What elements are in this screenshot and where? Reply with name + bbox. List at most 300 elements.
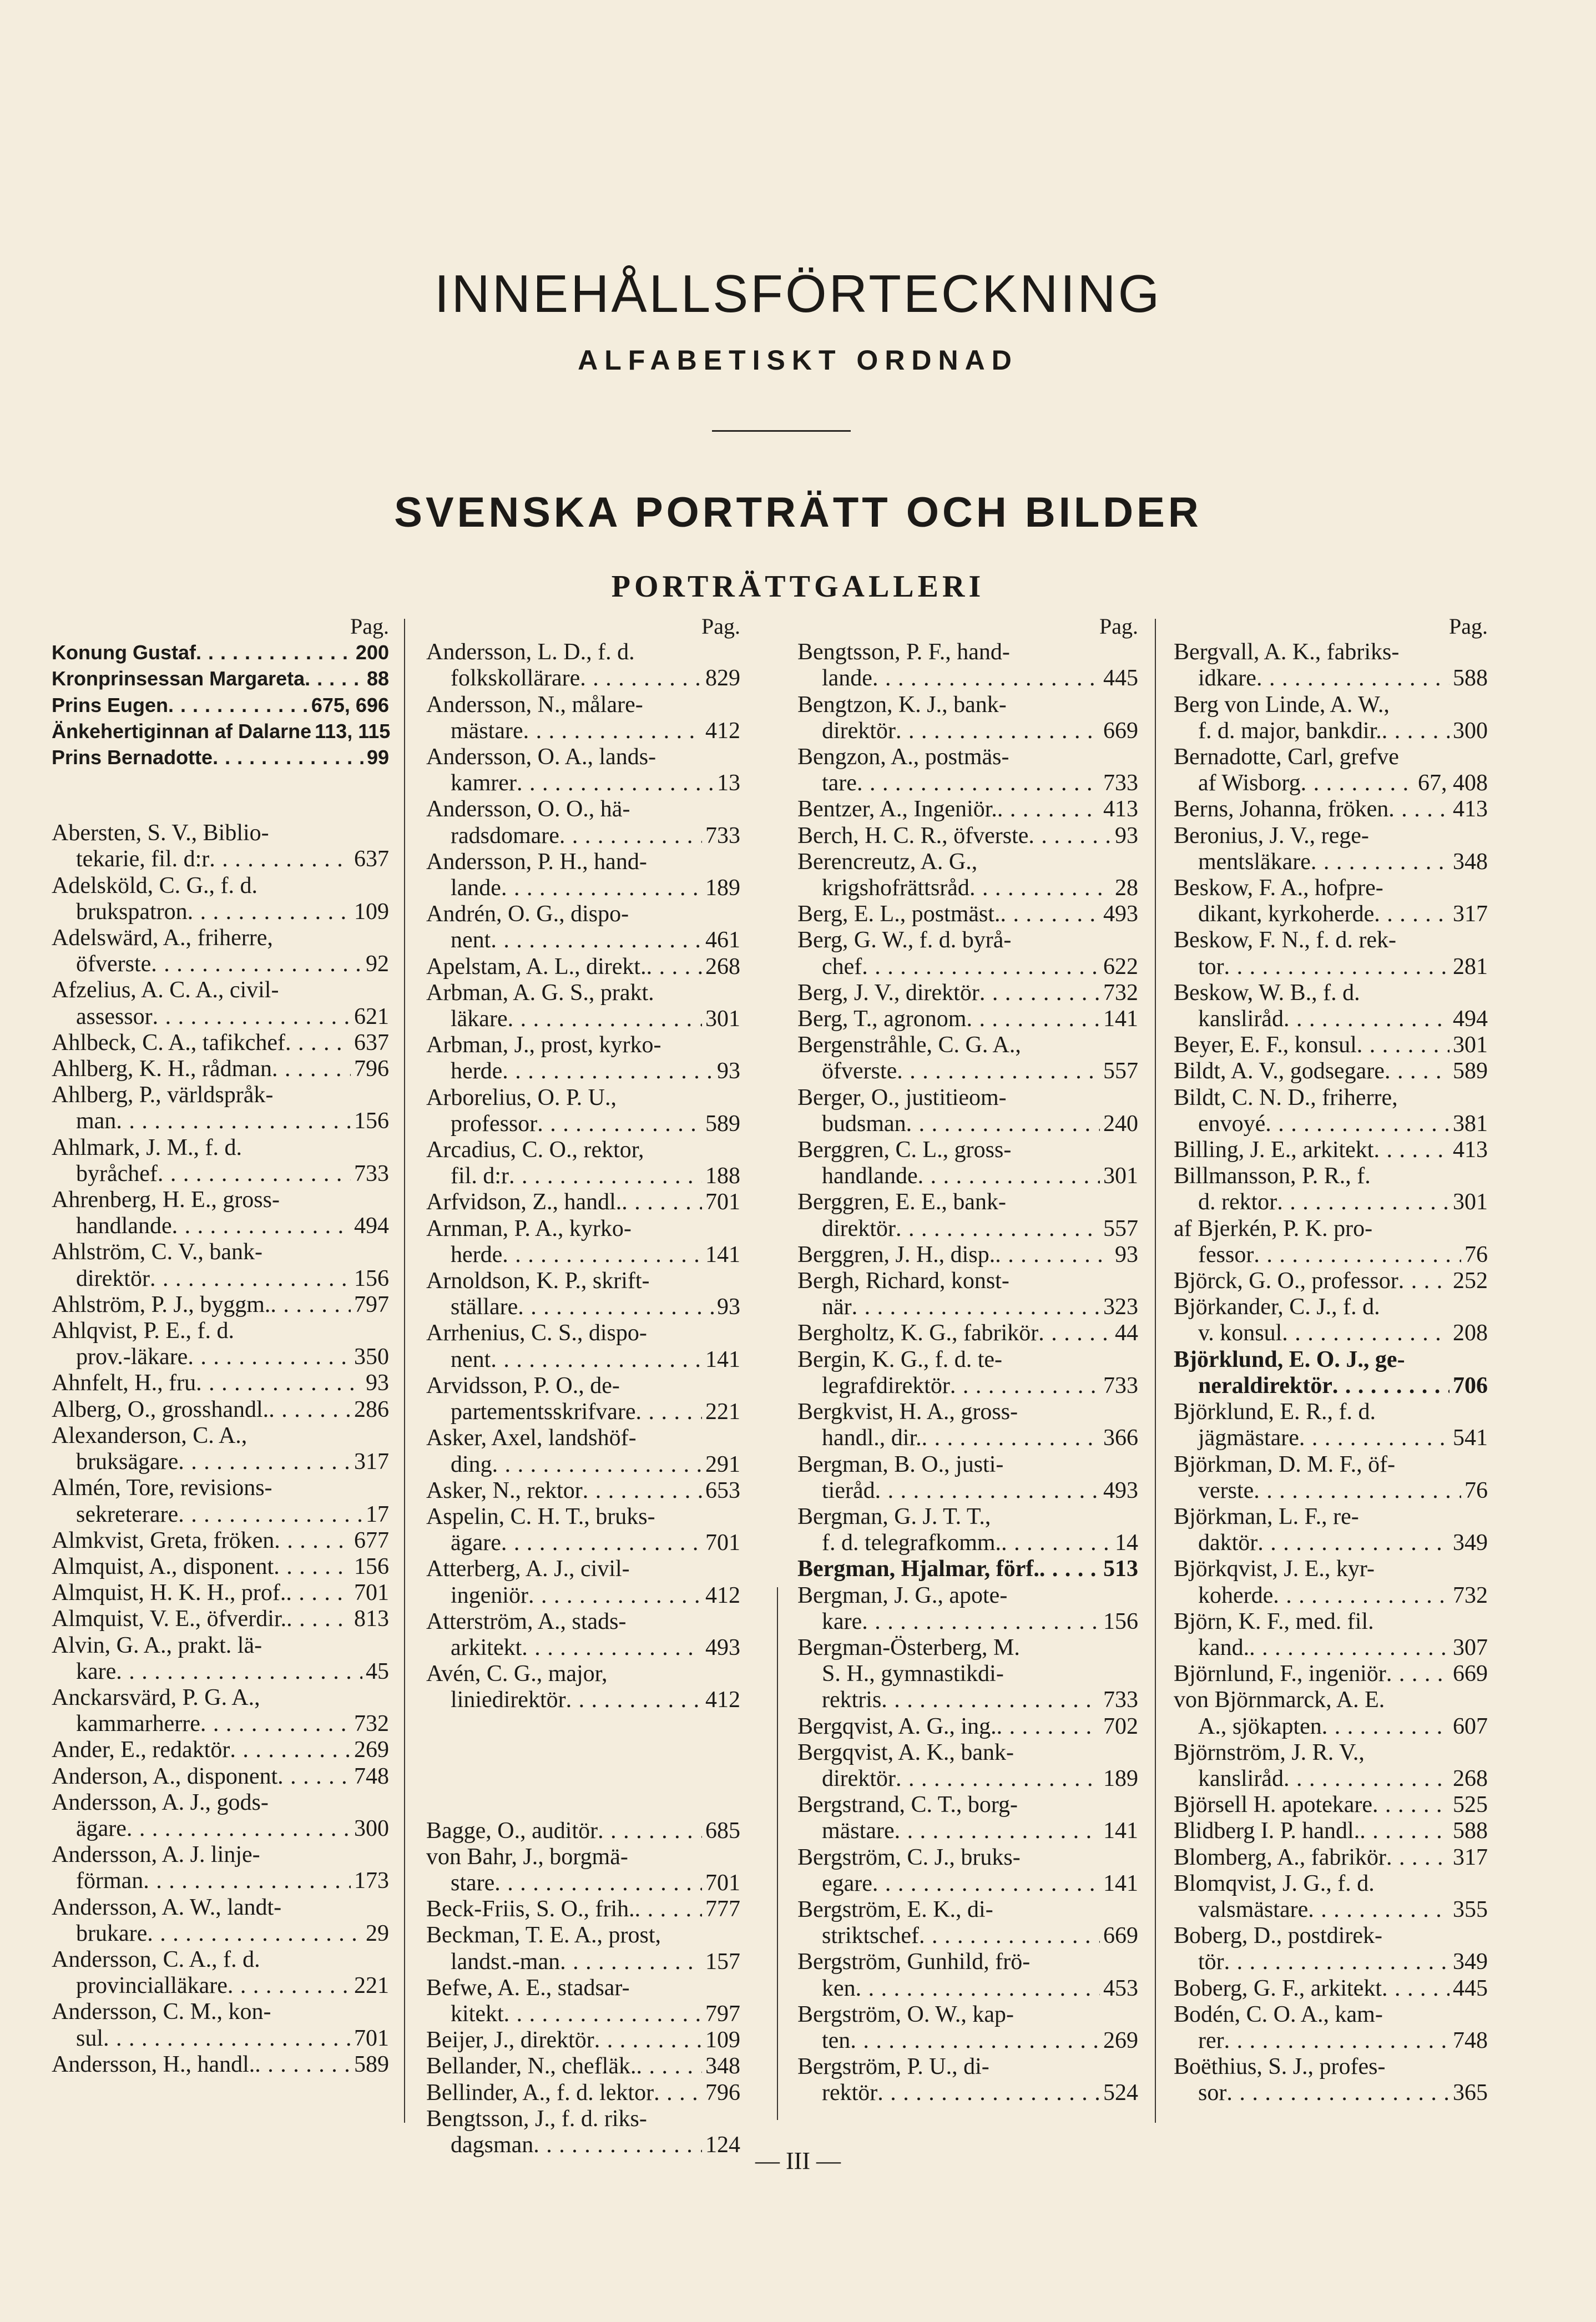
- leader-dots: [1038, 1320, 1112, 1346]
- entry-text: Bergman, J. G., apote-: [797, 1582, 1008, 1608]
- entry-text: assessor: [76, 1003, 153, 1029]
- index-entry: [797, 1320, 1138, 1346]
- index-entry: [1174, 1163, 1488, 1215]
- entry-text: Almquist, H. K. H., prof.: [52, 1580, 286, 1606]
- entry-text: Björkqvist, J. E., kyr-: [1174, 1556, 1375, 1582]
- entry-page: 350: [354, 1344, 389, 1370]
- entry-text: Adelswärd, A., friherre,: [52, 925, 273, 951]
- entry-text: Bergholtz, K. G., fabrikör: [797, 1320, 1039, 1346]
- entry-line: [52, 1475, 389, 1501]
- leader-dots: [270, 1292, 351, 1318]
- entry-text: idkare: [1198, 665, 1256, 691]
- entry-line: [426, 1268, 740, 1294]
- index-entry: [52, 873, 389, 925]
- entry-page: 349: [1453, 1530, 1488, 1556]
- entry-line: [797, 1871, 1138, 1897]
- entry-line: [426, 692, 740, 718]
- entry-line: [52, 1108, 389, 1134]
- entry-text: Andersson, P. H., hand-: [426, 849, 647, 875]
- entry-line: [52, 951, 389, 977]
- entry-text: Kronprinsessan Margareta: [52, 667, 305, 690]
- entry-page: 607: [1453, 1713, 1488, 1739]
- index-column-1: [52, 613, 389, 2078]
- entry-line: [426, 1818, 740, 1844]
- entry-line: [1174, 1556, 1488, 1582]
- entry-text: Arborelius, O. P. U.,: [426, 1084, 617, 1110]
- entry-page: 525: [1453, 1792, 1488, 1818]
- index-entry: [52, 1580, 389, 1606]
- entry-text: Bengzon, A., postmäs-: [797, 744, 1009, 770]
- entry-line: [797, 1583, 1138, 1609]
- leader-dots: [127, 1816, 351, 1842]
- page-label: Pag.: [1449, 614, 1488, 639]
- entry-text: rektör: [822, 2080, 878, 2106]
- index-column-4: [1174, 613, 1488, 2107]
- page-label: Pag.: [350, 614, 389, 639]
- entry-line: [52, 1004, 389, 1030]
- leader-dots: [168, 692, 308, 718]
- entry-line: [797, 1609, 1138, 1635]
- entry-text: Almén, Tore, revisions-: [52, 1475, 272, 1501]
- entry-text: lande: [451, 875, 501, 901]
- entry-line: [426, 1347, 740, 1373]
- entry-page: 669: [1103, 718, 1138, 744]
- index-entry: [426, 639, 740, 691]
- index-entry: [797, 639, 1138, 691]
- entry-line: [797, 1137, 1138, 1163]
- index-entry: [1174, 1216, 1488, 1268]
- entry-text: Arbman, J., prost, kyrko-: [426, 1032, 661, 1058]
- entry-text: bruksägare: [76, 1449, 179, 1475]
- entry-line: [1174, 1137, 1488, 1163]
- entry-text: Arcadius, C. O., rektor,: [426, 1137, 644, 1163]
- entry-text: landst.-man: [451, 1949, 560, 1975]
- leader-dots: [919, 1923, 1100, 1949]
- entry-line: [52, 1895, 389, 1921]
- index-entry: [52, 925, 389, 977]
- index-entry: [52, 1082, 389, 1134]
- entry-text: Andersson, N., målare-: [426, 691, 643, 718]
- entry-text: f. d. telegrafkomm.: [822, 1530, 1002, 1556]
- entry-text: Arvidsson, P. O., de-: [426, 1372, 620, 1399]
- index-entry: [1174, 1818, 1488, 1844]
- entry-text: kammarherre: [76, 1711, 200, 1737]
- leader-dots: [522, 1635, 702, 1661]
- index-entry: [52, 1056, 389, 1082]
- leader-dots: [654, 2080, 702, 2106]
- entry-page: 413: [1453, 1137, 1488, 1163]
- entry-page: 173: [354, 1868, 389, 1894]
- entry-page: 291: [705, 1451, 740, 1477]
- entry-text: Beijer, J., direktör: [426, 2027, 594, 2053]
- leader-dots: [1311, 849, 1449, 875]
- leader-dots: [1386, 1845, 1449, 1871]
- entry-line: [426, 639, 740, 665]
- index-entry: [426, 796, 740, 849]
- entry-text: Bergström, E. K., di-: [797, 1896, 993, 1922]
- entry-text: brukspatron: [76, 898, 188, 925]
- entry-line: [52, 1973, 389, 1999]
- entry-text: tare: [822, 770, 857, 796]
- index-entry: [52, 1528, 389, 1554]
- entry-page: 493: [1103, 901, 1138, 927]
- index-entry: [426, 1478, 740, 1504]
- entry-page: 124: [705, 2132, 740, 2158]
- leader-dots: [1273, 1583, 1449, 1609]
- index-entry: [52, 1685, 389, 1737]
- index-entry: [426, 692, 740, 744]
- entry-page: 93: [366, 1370, 389, 1396]
- entry-text: ägare: [451, 1530, 501, 1556]
- entry-line: [1174, 1058, 1488, 1084]
- entry-text: herde: [451, 1058, 503, 1084]
- index-entry: [52, 1999, 389, 2051]
- entry-line: [52, 1554, 389, 1580]
- entry-page: 348: [1453, 849, 1488, 875]
- entry-text: Arfvidson, Z., handl.: [426, 1189, 622, 1215]
- index-entry: [426, 744, 740, 796]
- entry-text: Aspelin, C. H. T., bruks-: [426, 1503, 655, 1530]
- leader-dots: [517, 770, 714, 796]
- entry-page: 269: [1103, 2027, 1138, 2053]
- leader-dots: [228, 1973, 351, 1999]
- entry-page: 701: [354, 1580, 389, 1606]
- entry-text: Andersson, C. M., kon-: [52, 1999, 271, 2025]
- entry-line: [1174, 639, 1488, 665]
- entry-line: [426, 1294, 740, 1320]
- leader-dots: [528, 1583, 702, 1609]
- entry-page: 45: [366, 1658, 389, 1684]
- entry-page: 99: [366, 746, 389, 769]
- entry-line: [1174, 1163, 1488, 1189]
- entry-page: 301: [705, 1006, 740, 1032]
- entry-text: Björsell H. apotekare: [1174, 1792, 1373, 1818]
- entry-text: när: [822, 1294, 852, 1320]
- entry-page: 589: [1453, 1058, 1488, 1084]
- leader-dots: [501, 875, 702, 901]
- entry-page: 44: [1115, 1320, 1138, 1346]
- entry-page: 365: [1453, 2080, 1488, 2106]
- entry-page: 701: [705, 1189, 740, 1215]
- index-entry: [426, 901, 740, 953]
- entry-line: [426, 1870, 740, 1896]
- entry-text: Berencreutz, A. G.,: [797, 849, 978, 875]
- index-entry: [52, 977, 389, 1029]
- entry-line: [426, 1949, 740, 1975]
- entry-text: tor: [1198, 953, 1224, 980]
- index-entry: [797, 1347, 1138, 1399]
- leader-dots: [523, 718, 702, 744]
- index-entry: [52, 1475, 389, 1527]
- leader-dots: [143, 1868, 351, 1894]
- entry-line: [426, 1373, 740, 1399]
- entry-text: chef: [822, 953, 862, 980]
- leader-dots: [178, 1502, 362, 1528]
- entry-line: [1174, 875, 1488, 901]
- entry-text: Blomberg, A., fabrikör: [1174, 1844, 1387, 1870]
- index-entry: [1174, 823, 1488, 875]
- entry-page: 355: [1453, 1896, 1488, 1922]
- entry-line: [797, 1373, 1138, 1399]
- entry-page: 733: [1103, 1372, 1138, 1399]
- leader-dots: [637, 2053, 703, 2079]
- index-entry: [1174, 980, 1488, 1032]
- entry-page: 141: [705, 1241, 740, 1268]
- entry-text: Bergstrand, C. T., borg-: [797, 1792, 1018, 1818]
- entry-page: 156: [1103, 1608, 1138, 1634]
- entry-text: kansliråd: [1198, 1765, 1284, 1791]
- entry-line: [426, 1635, 740, 1661]
- leader-dots: [209, 846, 351, 872]
- entry-text: Ahlqvist, P. E., f. d.: [52, 1318, 235, 1344]
- entry-text: Konung Gustaf: [52, 641, 196, 664]
- entry-line: [797, 1792, 1138, 1818]
- entry-page: 141: [1103, 1818, 1138, 1844]
- index-entry: [426, 1137, 740, 1189]
- index-entry: [1174, 639, 1488, 691]
- entry-text: Bergström, O. W., kap-: [797, 2001, 1014, 2027]
- index-entry: [52, 1737, 389, 1763]
- index-entry: [52, 1423, 389, 1475]
- index-entry: [1174, 1058, 1488, 1084]
- entry-page: 92: [366, 951, 389, 977]
- index-entry: [1174, 1085, 1488, 1137]
- entry-page: 412: [705, 718, 740, 744]
- index-entry: [52, 1030, 389, 1056]
- entry-text: Bengtsson, J., f. d. riks-: [426, 2106, 647, 2132]
- entry-line: [52, 1868, 389, 1894]
- entry-line: [1174, 796, 1488, 822]
- leader-dots: [494, 1870, 702, 1896]
- leader-dots: [877, 2080, 1100, 2106]
- entry-page: 323: [1103, 1294, 1138, 1320]
- index-entry: [426, 954, 740, 980]
- entry-text: direktör: [822, 718, 896, 744]
- royal-entries: [52, 639, 389, 770]
- entry-text: legrafdirektör: [822, 1372, 950, 1399]
- entry-text: v. konsul: [1198, 1320, 1282, 1346]
- entry-page: 349: [1453, 1949, 1488, 1975]
- entry-line: [797, 1189, 1138, 1215]
- entry-line: [52, 1737, 389, 1763]
- index-entry: [797, 1452, 1138, 1504]
- entry-line: [52, 1606, 389, 1632]
- entry-text: Billmansson, P. R., f.: [1174, 1163, 1371, 1189]
- column-divider: [1155, 619, 1156, 2123]
- entry-text: Beskow, F. N., f. d. rek-: [1174, 927, 1397, 953]
- entry-text: ding: [451, 1451, 492, 1477]
- leader-dots: [274, 1528, 351, 1554]
- entry-text: sor: [1198, 2080, 1227, 2106]
- entry-line: [1174, 1740, 1488, 1766]
- leader-dots: [635, 1896, 702, 1922]
- leader-dots: [509, 1163, 702, 1189]
- entry-text: liniedirektör: [451, 1687, 566, 1713]
- entry-page: 93: [1115, 822, 1138, 849]
- entry-line: [797, 954, 1138, 980]
- entry-line: [797, 1058, 1138, 1084]
- leader-dots: [116, 1108, 351, 1134]
- entry-line: [426, 2106, 740, 2132]
- entry-line: [1174, 1268, 1488, 1294]
- entry-text: Berg, J. V., direktör: [797, 980, 979, 1006]
- entry-line: [426, 718, 740, 744]
- entry-line: [797, 639, 1138, 665]
- entry-line: [1174, 901, 1488, 927]
- entry-line: [1174, 1294, 1488, 1320]
- entry-text: rektris: [822, 1687, 882, 1713]
- leader-dots: [255, 2052, 351, 2078]
- index-entry: [797, 1189, 1138, 1241]
- leader-dots: [895, 1818, 1100, 1844]
- leader-dots: [560, 1949, 702, 1975]
- leader-dots: [1386, 1661, 1449, 1687]
- index-entry: [1174, 744, 1488, 796]
- entry-line: [1174, 2054, 1488, 2080]
- entry-line: [426, 1399, 740, 1425]
- entry-page: 653: [705, 1477, 740, 1503]
- entry-line: [1174, 954, 1488, 980]
- entry-line: [52, 1397, 389, 1423]
- entry-text: kamrer: [451, 770, 517, 796]
- index-entry: [1174, 1923, 1488, 1975]
- entry-text: kitekt: [451, 2001, 504, 2027]
- entry-page: 701: [354, 2025, 389, 2051]
- entry-line: [797, 1556, 1138, 1582]
- entry-page: 141: [1103, 1006, 1138, 1032]
- entry-text: Ahlström, C. V., bank-: [52, 1239, 262, 1265]
- entry-page: 381: [1453, 1110, 1488, 1137]
- entry-page: 685: [705, 1818, 740, 1844]
- leader-dots: [566, 1687, 702, 1713]
- entry-line: [1174, 1085, 1488, 1111]
- entry-text: Bergkvist, H. A., gross-: [797, 1399, 1018, 1425]
- entry-text: Bergin, K. G., f. d. te-: [797, 1346, 1002, 1372]
- leader-dots: [897, 1058, 1100, 1084]
- entry-line: [797, 1452, 1138, 1478]
- royal-entry: [52, 718, 389, 744]
- entry-line: [1174, 1347, 1488, 1373]
- entry-line: [52, 1790, 389, 1816]
- title-divider: [712, 430, 851, 432]
- entry-text: A., sjökapten: [1198, 1713, 1322, 1739]
- leader-dots: [1265, 1111, 1449, 1137]
- leader-dots: [150, 1266, 351, 1292]
- index-entry: [52, 1633, 389, 1685]
- entry-line: [797, 1504, 1138, 1530]
- column-divider: [404, 619, 405, 2123]
- entry-line: [1174, 1635, 1488, 1661]
- entry-text: nent: [451, 927, 491, 953]
- entry-line: [1174, 1373, 1488, 1399]
- entry-page: 208: [1453, 1320, 1488, 1346]
- entry-line: [797, 1766, 1138, 1792]
- index-entry: [52, 1842, 389, 1894]
- index-entry: [1174, 1504, 1488, 1556]
- leader-dots: [1001, 901, 1100, 927]
- entry-text: Beskow, W. B., f. d.: [1174, 980, 1360, 1006]
- entry-line: [1174, 1530, 1488, 1556]
- leader-dots: [491, 927, 702, 953]
- subsection-title: PORTRÄTTGALLERI: [611, 569, 985, 604]
- entry-page: 268: [705, 953, 740, 980]
- entry-text: Boberg, G. F., arkitekt: [1174, 1975, 1382, 2001]
- entry-line: [1174, 1006, 1488, 1032]
- entry-line: [52, 1266, 389, 1292]
- entry-text: Boberg, D., postdirek-: [1174, 1923, 1383, 1949]
- index-entry: [797, 1635, 1138, 1714]
- entry-line: [52, 1344, 389, 1370]
- column-divider: [777, 1587, 778, 2120]
- entry-text: Bergman-Österberg, M.: [797, 1634, 1020, 1660]
- leader-dots: [1224, 2028, 1449, 2054]
- entry-line: [426, 2080, 740, 2106]
- entry-text: direktör: [822, 1765, 896, 1791]
- entry-line: [426, 823, 740, 849]
- index-entry: [426, 1320, 740, 1372]
- entry-page: 268: [1453, 1765, 1488, 1791]
- entry-line: [52, 1685, 389, 1711]
- leader-dots: [172, 1213, 351, 1239]
- entry-line: [52, 1239, 389, 1265]
- entry-line: [426, 1189, 740, 1215]
- index-entry: [52, 2052, 389, 2078]
- entry-page: 348: [705, 2053, 740, 2079]
- entry-text: provincialläkare: [76, 1973, 228, 1999]
- leader-dots: [286, 1580, 351, 1606]
- entry-text: herde: [451, 1241, 503, 1268]
- entry-line: [1174, 1923, 1488, 1949]
- spacer: [426, 1714, 740, 1818]
- entry-page: 675, 696: [311, 693, 389, 716]
- index-entry: [52, 1135, 389, 1187]
- entry-text: Bergman, B. O., justi-: [797, 1451, 1004, 1477]
- index-entry: [52, 1554, 389, 1580]
- index-entry: [426, 1609, 740, 1661]
- entry-line: [52, 2026, 389, 2052]
- leader-dots: [1254, 1478, 1461, 1504]
- entry-line: [797, 1242, 1138, 1268]
- entry-page: 141: [1103, 1870, 1138, 1896]
- index-entry: [426, 1896, 740, 1922]
- leader-dots: [583, 1478, 702, 1504]
- entry-text: ställare: [451, 1294, 518, 1320]
- entry-text: Afzelius, A. C. A., civil-: [52, 977, 279, 1003]
- entry-text: Blidberg I. P. handl.: [1174, 1818, 1360, 1844]
- entry-text: Bellinder, A., f. d. lektor: [426, 2079, 654, 2106]
- index-entry: [426, 980, 740, 1032]
- entry-line: [426, 1922, 740, 1949]
- entry-text: S. H., gymnastikdi-: [822, 1661, 1004, 1687]
- entry-line: [426, 1032, 740, 1058]
- entry-text: direktör: [822, 1215, 896, 1241]
- entry-line: [797, 1085, 1138, 1111]
- index-entry: [426, 1922, 740, 1975]
- entry-line: [797, 1897, 1138, 1923]
- entry-page: 93: [717, 1058, 740, 1084]
- entry-line: [52, 899, 389, 925]
- entry-line: [426, 1478, 740, 1504]
- entry-page: 221: [354, 1973, 389, 1999]
- entry-text: ägare: [76, 1815, 127, 1841]
- entry-line: [1174, 927, 1488, 953]
- index-entry: [52, 1239, 389, 1291]
- entry-line: [52, 2052, 389, 2078]
- entry-line: [52, 1213, 389, 1239]
- entry-text: Bagge, O., auditör: [426, 1818, 598, 1844]
- index-entry: [426, 1504, 740, 1556]
- entry-line: [1174, 1399, 1488, 1425]
